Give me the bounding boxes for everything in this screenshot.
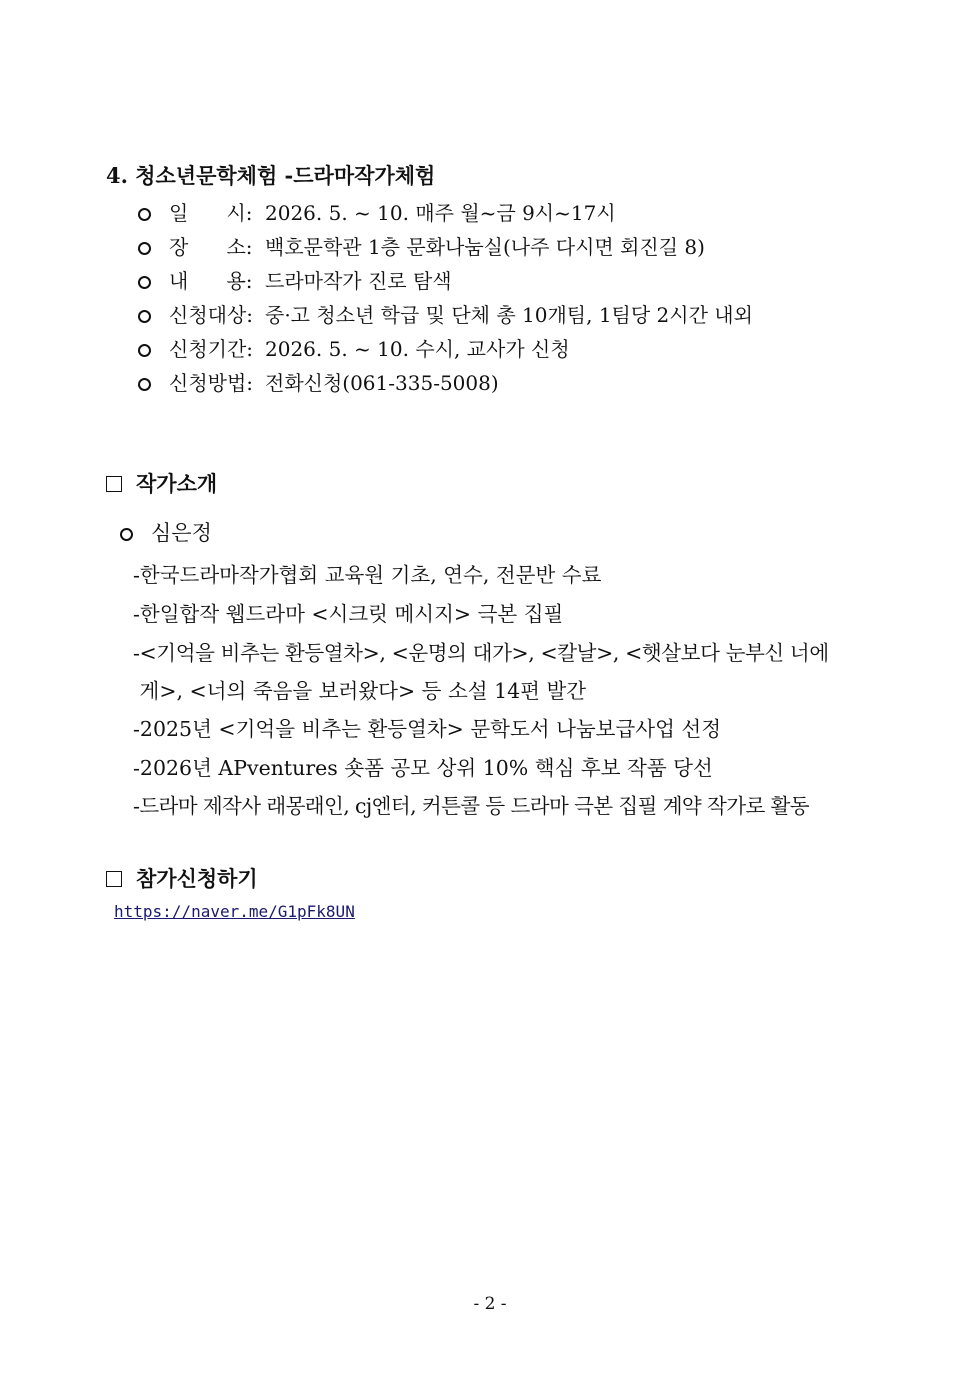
info-label: 장 소: — [169, 235, 253, 259]
page-number: - 2 - — [473, 1294, 507, 1314]
info-value: 드라마작가 진로 탐색 — [265, 269, 452, 293]
info-row-target — [138, 299, 753, 328]
circle-bullet-icon — [138, 276, 151, 289]
info-row-place — [138, 231, 705, 260]
info-label: 신청대상: — [169, 303, 254, 327]
apply-section-title: 참가신청하기 — [136, 866, 258, 891]
checkbox-square-icon — [106, 871, 122, 887]
info-value: 2026. 5. ~ 10. 수시, 교사가 신청 — [265, 337, 570, 361]
circle-bullet-icon — [138, 208, 151, 221]
bio-line: -2026년 APventures 숏폼 공모 상위 10% 핵심 후보 작품 당선 — [133, 756, 713, 780]
info-value: 중·고 청소년 학급 및 단체 총 10개팀, 1팀당 2시간 내외 — [265, 303, 753, 327]
info-row-schedule — [138, 197, 616, 226]
bio-line: 게>, <너의 죽음을 보러왔다> 등 소설 14편 발간 — [133, 679, 587, 703]
author-section-title: 작가소개 — [136, 471, 218, 496]
bio-line: -한국드라마작가협회 교육원 기초, 연수, 전문반 수료 — [133, 563, 602, 587]
author-name: 심은정 — [151, 521, 212, 545]
circle-bullet-icon — [138, 310, 151, 323]
info-label: 신청방법: — [169, 371, 254, 395]
info-value: 백호문학관 1층 문화나눔실(나주 다시면 회진길 8) — [265, 235, 705, 259]
section-heading: 4. 청소년문학체험 -드라마작가체험 — [106, 163, 436, 188]
info-label: 내 용: — [169, 269, 253, 293]
circle-bullet-icon — [138, 344, 151, 357]
info-value: 2026. 5. ~ 10. 매주 월~금 9시~17시 — [265, 201, 616, 225]
apply-link[interactable]: https://naver.me/G1pFk8UN — [114, 902, 355, 921]
bio-line: -<기억을 비추는 환등열차>, <운명의 대가>, <칼날>, <햇살보다 눈부신 너에 — [133, 641, 829, 665]
author-name-row — [120, 517, 212, 547]
info-row-content — [138, 265, 452, 294]
info-label: 일 시: — [169, 201, 253, 225]
info-value: 전화신청(061-335-5008) — [265, 371, 499, 395]
info-row-period — [138, 333, 570, 362]
bio-line: -한일합작 웹드라마 <시크릿 메시지> 극본 집필 — [133, 602, 564, 626]
circle-bullet-icon — [120, 528, 133, 541]
circle-bullet-icon — [138, 242, 151, 255]
circle-bullet-icon — [138, 378, 151, 391]
info-label: 신청기간: — [169, 337, 254, 361]
bio-line: -드라마 제작사 래몽래인, cj엔터, 커튼콜 등 드라마 극본 집필 계약 작가로 활동 — [133, 794, 809, 818]
author-section-heading — [106, 468, 217, 498]
info-row-method — [138, 367, 499, 396]
apply-section-heading — [106, 863, 258, 893]
bio-line: -2025년 <기억을 비추는 환등열차> 문학도서 나눔보급사업 선정 — [133, 717, 722, 741]
checkbox-square-icon — [106, 476, 122, 492]
